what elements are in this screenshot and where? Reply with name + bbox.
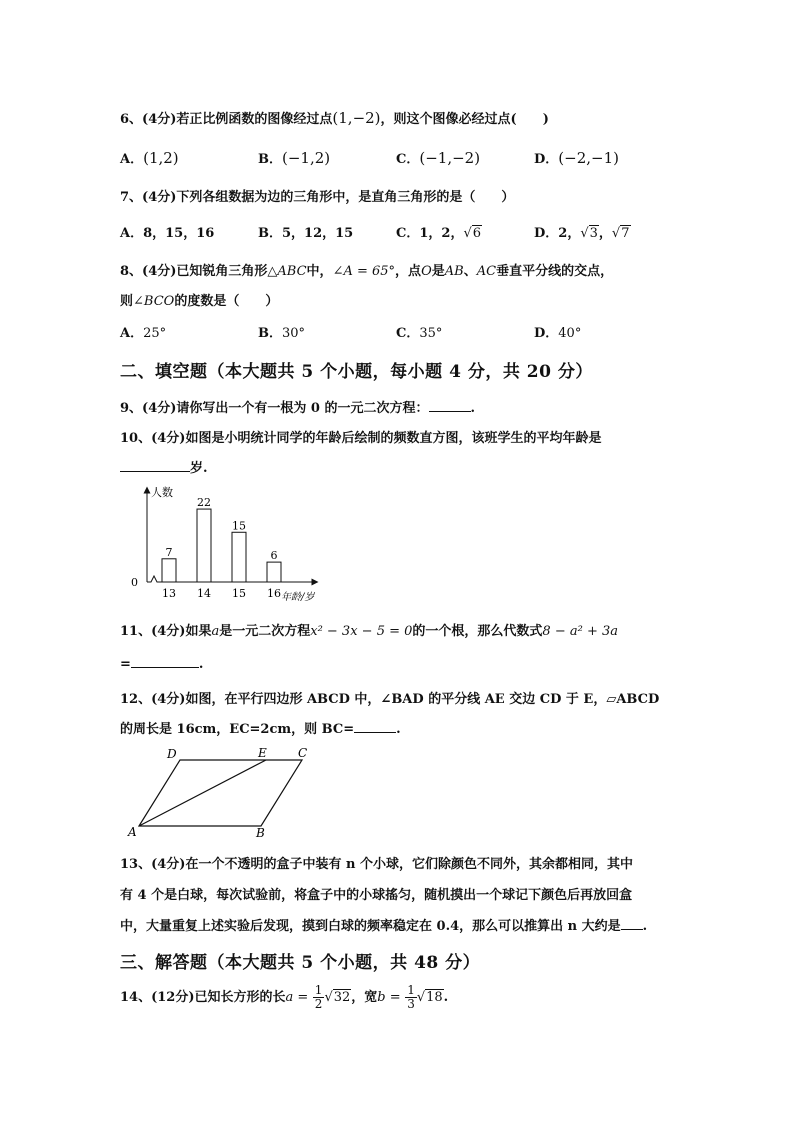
fraction-one-third: $\frac{1}{3}$ xyxy=(407,983,415,1011)
q7-option-a: A．8，15，16 xyxy=(120,226,215,241)
q6-option-b: B．(−1,2) xyxy=(258,149,331,167)
label-e: E xyxy=(258,746,267,760)
x-axis-label: 年龄/岁 xyxy=(281,592,315,603)
q8-option-d: D．40° xyxy=(534,326,582,341)
q12-stem-line2: 的周长是 16cm，EC=2cm，则 BC= . xyxy=(120,722,401,737)
q9-stem: 9、(4分)请你写出一个有一根为 0 的一元二次方程： . xyxy=(120,401,476,416)
x-tick-label-14: 14 xyxy=(197,587,211,600)
origin-label: 0 xyxy=(131,576,138,589)
q8-stem-line1: 8、(4分)已知锐角三角形△ABC中，∠A = 65°，点O是AB、AC垂直平分线的交点， xyxy=(120,264,614,279)
q10-stem-line2: 岁. xyxy=(120,457,208,476)
parallelogram-figure xyxy=(125,744,325,839)
q6-option-d: D．(−2,−1) xyxy=(534,149,619,167)
q11-answer-blank[interactable] xyxy=(131,655,199,668)
age-histogram xyxy=(125,482,325,604)
section-solve-title: 三、解答题（本大题共 5 个小题，共 48 分） xyxy=(120,953,481,973)
q6-option-a: A．(1,2) xyxy=(120,149,179,167)
x-tick-label-13: 13 xyxy=(162,587,176,600)
q8-option-b: B．30° xyxy=(258,326,306,341)
x-tick-label-16: 16 xyxy=(267,587,281,600)
q9-answer-blank[interactable] xyxy=(429,399,471,412)
sqrt-6: √6 xyxy=(463,226,482,241)
q11-stem-line2: = . xyxy=(120,657,204,672)
label-c: C xyxy=(298,746,308,760)
bar-age-13 xyxy=(162,559,176,582)
q7-option-c: C．1，2，√6 xyxy=(396,226,482,241)
q11-stem-line1: 11、(4分)如果a是一元二次方程x² − 3x − 5 = 0的一个根，那么代数式8 − a² + 3a xyxy=(120,624,618,639)
sqrt-3: √3 xyxy=(580,226,598,241)
bar-value-label-16: 6 xyxy=(270,549,278,563)
q6-stem: 6、(4分)若正比例函数的图像经过点(1,−2)，则这个图像必经过点( ) xyxy=(120,109,549,127)
q13-stem-line1: 13、(4分)在一个不透明的盒子中装有 n 个小球，它们除颜色不同外，其余都相同，其中 xyxy=(120,857,633,872)
q7-option-b: B．5，12，15 xyxy=(258,226,354,241)
label-b: B xyxy=(256,826,265,839)
bar-value-label-13: 7 xyxy=(165,545,173,559)
q13-stem-line2: 有 4 个是白球，每次试验前，将盒子中的小球搖匀，随机摸出一个球记下颜色后再放回盒 xyxy=(120,888,633,903)
sqrt-7: √7 xyxy=(611,226,630,241)
y-axis-label: 人数 xyxy=(151,486,173,499)
bar-value-label-15: 15 xyxy=(232,519,246,533)
parallelogram-abcd xyxy=(139,760,302,826)
bar-value-label-14: 22 xyxy=(197,496,211,510)
sqrt-18: √18 xyxy=(416,990,443,1005)
bar-age-14 xyxy=(197,509,211,582)
q7-option-d: D．2，√3，√7 xyxy=(534,226,630,241)
x-tick-label-15: 15 xyxy=(232,587,246,600)
bisector-ae xyxy=(139,760,266,826)
q10-stem-line1: 10、(4分)如图是小明统计同学的年龄后绘制的频数直方图，该班学生的平均年龄是 xyxy=(120,431,602,446)
fraction-one-half: $\frac{1}{2}$ xyxy=(314,983,323,1011)
bar-age-15 xyxy=(232,532,246,582)
bar-age-16 xyxy=(267,562,281,582)
q8-stem-line2: 则∠BCO的度数是（ ） xyxy=(120,294,279,309)
q12-answer-blank[interactable] xyxy=(354,720,396,733)
sqrt-32: √32 xyxy=(324,990,351,1005)
q6-option-c: C．(−1,−2) xyxy=(396,149,481,167)
q8-option-a: A．25° xyxy=(120,326,167,341)
q13-stem-line3: 中，大量重复上述实验后发现，摸到白球的频率稳定在 0.4，那么可以推算出 n 大约是 . xyxy=(120,919,648,934)
q7-stem: 7、(4分)下列各组数据为边的三角形中，是直角三角形的是（ ） xyxy=(120,190,515,205)
q14-stem: 14、(12分)已知长方形的长a = $\frac{1}{2}$ √32，宽b = $\frac{1}{3}$ √18. xyxy=(120,983,449,1011)
q12-stem-line1: 12、(4分)如图，在平行四边形 ABCD 中，∠BAD 的平分线 AE 交边 CD 于 E，▱ABCD xyxy=(120,692,660,707)
q8-option-c: C．35° xyxy=(396,326,443,341)
section-fill-in-title: 二、填空题（本大题共 5 个小题，每小题 4 分，共 20 分） xyxy=(120,362,593,382)
label-d: D xyxy=(167,747,177,761)
q10-answer-blank[interactable] xyxy=(120,459,190,472)
q13-answer-blank[interactable] xyxy=(621,917,643,930)
label-a: A xyxy=(128,825,137,839)
